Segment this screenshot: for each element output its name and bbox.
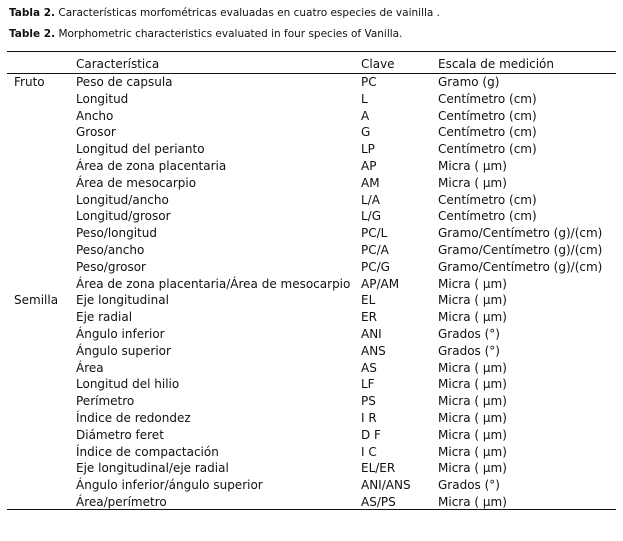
caption-spanish-text: Características morfométricas evaluadas en cuatro especies de vainilla .: [58, 7, 441, 19]
row-characteristic: Eje radial: [76, 310, 133, 325]
row-characteristic: Índice de compactación: [76, 444, 219, 459]
table-top-rule: [7, 51, 616, 52]
row-code: PC/L: [361, 226, 388, 241]
row-characteristic: Peso/ancho: [76, 243, 145, 257]
row-scale: Grados (°): [438, 327, 500, 341]
row-scale: Micra ( μm): [438, 461, 507, 476]
row-code: L/G: [361, 209, 382, 224]
row-code: L: [361, 91, 368, 106]
row-scale: Micra ( μm): [438, 495, 507, 509]
row-code: AP/AM: [361, 276, 400, 291]
row-characteristic: Ángulo superior: [76, 343, 171, 358]
row-characteristic: Grosor: [76, 125, 116, 140]
row-scale: Micra ( μm): [438, 159, 507, 173]
row-code: ANI/ANS: [361, 478, 411, 493]
row-characteristic: Longitud del perianto: [76, 142, 205, 157]
table-row: [0, 175, 623, 191]
row-scale: Micra ( μm): [438, 310, 507, 325]
row-scale: Centímetro (cm): [438, 192, 537, 207]
table-bottom-rule: [7, 509, 616, 510]
row-characteristic: Peso de capsula: [76, 75, 173, 89]
row-group: Semilla: [14, 293, 59, 308]
row-code: G: [361, 125, 371, 140]
row-scale: Micra ( μm): [438, 276, 507, 291]
row-code: D F: [361, 427, 381, 442]
row-scale: Micra ( μm): [438, 377, 507, 392]
header-characteristic: Característica: [76, 57, 160, 71]
table-row: [0, 225, 623, 241]
row-scale: Micra ( μm): [438, 411, 507, 425]
table-row: [0, 208, 623, 224]
row-scale: Gramo/Centímetro (g)/(cm): [438, 226, 603, 241]
row-code: LP: [361, 142, 375, 157]
row-scale: Micra ( μm): [438, 444, 507, 459]
row-characteristic: Peso/grosor: [76, 259, 146, 274]
row-code: ER: [361, 310, 377, 325]
row-scale: Centímetro (cm): [438, 108, 537, 123]
table-row: [0, 393, 623, 409]
table-row: [0, 326, 623, 342]
row-code: LF: [361, 377, 375, 392]
row-scale: Gramo (g): [438, 75, 500, 89]
row-code: A: [361, 108, 370, 123]
row-characteristic: Área de zona placentaria/Área de mesocarpio: [76, 276, 351, 291]
row-characteristic: Diámetro feret: [76, 427, 164, 442]
caption-spanish: [9, 6, 440, 20]
table-row: [0, 309, 623, 325]
row-code: PC/G: [361, 259, 390, 274]
row-code: PC/A: [361, 243, 389, 257]
row-scale: Centímetro (cm): [438, 91, 537, 106]
table-row: [0, 124, 623, 140]
row-scale: Centímetro (cm): [438, 125, 537, 140]
table-row: [0, 108, 623, 124]
row-characteristic: Ángulo inferior/ángulo superior: [76, 478, 263, 493]
row-scale: Micra ( μm): [438, 394, 507, 409]
table-row: [0, 343, 623, 359]
row-characteristic: Longitud del hilio: [76, 377, 180, 392]
row-code: EL: [361, 293, 376, 308]
table-row: [0, 74, 623, 90]
row-code: PC: [361, 75, 377, 89]
row-scale: Micra ( μm): [438, 293, 507, 308]
table-row: [0, 259, 623, 275]
row-characteristic: Peso/longitud: [76, 226, 157, 241]
row-characteristic: Área: [76, 360, 104, 375]
table-row: [0, 242, 623, 258]
row-scale: Gramo/Centímetro (g)/(cm): [438, 243, 603, 257]
table-header-row: [0, 56, 623, 72]
caption-spanish-label: Tabla 2.: [9, 7, 56, 19]
header-scale: Escala de medición: [438, 57, 555, 71]
table-row: [0, 427, 623, 443]
row-code: AS: [361, 360, 377, 375]
row-characteristic: Longitud: [76, 91, 129, 106]
row-characteristic: Índice de redondez: [76, 411, 191, 425]
row-characteristic: Área de zona placentaria: [76, 159, 227, 173]
row-scale: Micra ( μm): [438, 360, 507, 375]
caption-english-label: Table 2.: [9, 28, 56, 40]
row-scale: Centímetro (cm): [438, 209, 537, 224]
row-characteristic: Longitud/grosor: [76, 209, 171, 224]
row-code: L/A: [361, 192, 380, 207]
row-code: AP: [361, 159, 377, 173]
row-scale: Gramo/Centímetro (g)/(cm): [438, 259, 603, 274]
table-row: [0, 494, 623, 510]
table-row: [0, 410, 623, 426]
table-row: [0, 460, 623, 476]
table-row: [0, 141, 623, 157]
row-code: AS/PS: [361, 495, 396, 509]
table-row: [0, 477, 623, 493]
row-scale: Grados (°): [438, 478, 500, 493]
row-scale: Grados (°): [438, 343, 500, 358]
table-row: [0, 376, 623, 392]
row-group: Fruto: [14, 75, 45, 89]
table-row: [0, 292, 623, 308]
row-scale: Centímetro (cm): [438, 142, 537, 157]
row-code: I C: [361, 444, 377, 459]
row-scale: Micra ( μm): [438, 427, 507, 442]
table-row: [0, 276, 623, 292]
row-code: I R: [361, 411, 377, 425]
table-row: [0, 158, 623, 174]
row-code: PS: [361, 394, 376, 409]
row-characteristic: Ancho: [76, 108, 114, 123]
row-characteristic: Perímetro: [76, 394, 135, 409]
table-row: [0, 91, 623, 107]
table-row: [0, 360, 623, 376]
table-row: [0, 444, 623, 460]
row-characteristic: Longitud/ancho: [76, 192, 169, 207]
row-characteristic: Área/perímetro: [76, 495, 167, 509]
row-code: EL/ER: [361, 461, 396, 476]
row-characteristic: Eje longitudinal/eje radial: [76, 461, 229, 476]
row-code: ANI: [361, 327, 382, 341]
row-characteristic: Ángulo inferior: [76, 327, 165, 341]
table-row: [0, 192, 623, 208]
row-scale: Micra ( μm): [438, 175, 507, 190]
caption-english-text: Morphometric characteristics evaluated in four species of Vanilla.: [58, 28, 403, 40]
header-code: Clave: [361, 57, 395, 71]
row-characteristic: Eje longitudinal: [76, 293, 169, 308]
row-code: ANS: [361, 343, 386, 358]
row-characteristic: Área de mesocarpio: [76, 175, 197, 190]
caption-english: [9, 27, 402, 41]
row-code: AM: [361, 175, 380, 190]
